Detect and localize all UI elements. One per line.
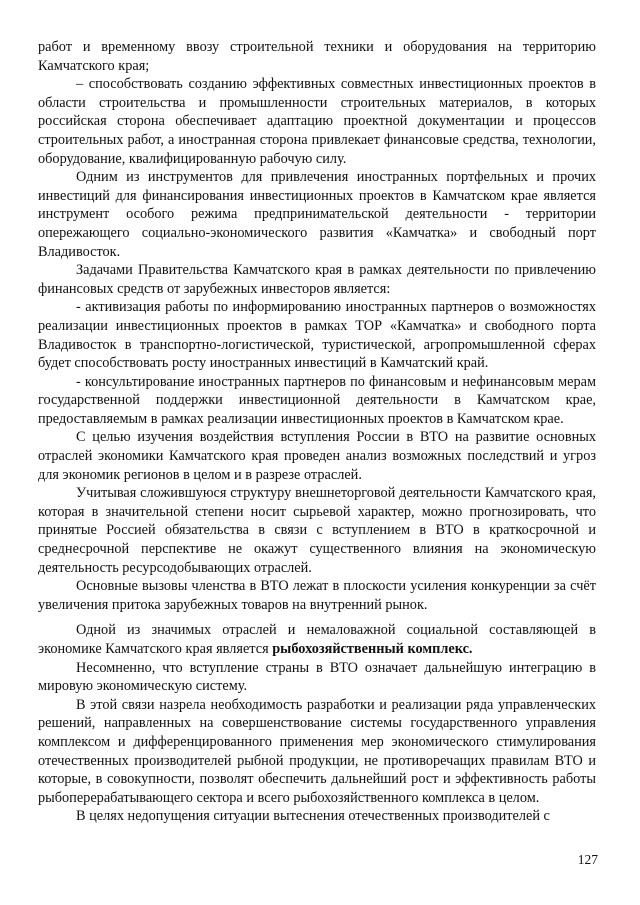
paragraph-1: работ и временному ввозу строительной техники и оборудования на территорию Камчатского края; (38, 39, 596, 74)
paragraph-5: - активизация работы по информированию иностранных партнеров о возможностях реализации инвестиционных проектов в рамках ТОР «Камчатка» и свободного порта Владивосток в транспортно-логистической, туристической, агропромышленной сферах будет способствовать росту иностранных инвестиций в Камчатский край. (38, 299, 596, 372)
paragraph-9: Основные вызовы членства в ВТО лежат в плоскости усиления конкуренции за счёт увеличения притока зарубежных товаров на внутренний рынок. (38, 578, 596, 613)
paragraph-10 (38, 621, 596, 658)
paragraph-3: Одним из инструментов для привлечения иностранных портфельных и прочих инвестиций для финансирования инвестиционных проектов в Камчатском крае является инструмент особого режима предпринимательской деятельности - территории опережающего социально-экономического развития «Камчатка» и свободный порт Владивосток. (38, 169, 596, 260)
paragraph-4: Задачами Правительства Камчатского края в рамках деятельности по привлечению финансовых средств от зарубежных инвесторов является: (38, 262, 596, 297)
paragraph-8: Учитывая сложившуюся структуру внешнеторговой деятельности Камчатского края, которая в значительной степени носит сырьевой характер, можно прогнозировать, что принятые Россией обязательства в связи с вступлением в ВТО в краткосрочной и среднесрочной перспективе не окажут существенного влияния на экономическую деятельность ресурсодобывающих отраслей. (38, 485, 596, 576)
paragraph-12: В этой связи назрела необходимость разработки и реализации ряда управленческих решений, направленных на совершенствование системы государственного управления комплексом и дифференцированного применения мер экономического стимулирования отечественных производителей рыбной продукции, не противоречащих правилам ВТО и которые, в совокупности, позволят обеспечить дальнейший рост и эффективность работы рыбоперерабатывающего сектора и всего рыбохозяйственного комплекса в целом. (38, 696, 596, 806)
page-number: 127 (577, 852, 598, 867)
document-body (38, 38, 596, 826)
paragraph-10-text: Одной из значимых отраслей и немаловажной социальной составляющей в экономике Камчатского края является (38, 622, 596, 657)
paragraph-13: В целях недопущения ситуации вытеснения отечественных производителей с (76, 808, 550, 825)
paragraph-11: Несомненно, что вступление страны в ВТО означает дальнейшую интеграцию в мировую экономическую систему. (38, 659, 596, 695)
paragraph-6: - консультирование иностранных партнеров по финансовым и нефинансовым мерам государственной поддержки инвестиционной деятельности в Камчатском крае, предоставляемым в рамках реализации инвестиционных проектов в Камчатском крае. (38, 373, 596, 427)
paragraph-10-bold: рыбохозяйственный комплекс. (272, 641, 473, 657)
paragraph-7: С целью изучения воздействия вступления России в ВТО на развитие основных отраслей экономики Камчатского края проведен анализ возможных последствий и угроз для экономик регионов в целом и в разрезе отраслей. (38, 429, 596, 483)
paragraph-2: – способствовать созданию эффективных совместных инвестиционных проектов в области строительства и промышленности строительных материалов, в которых российская сторона обеспечивает адаптацию проектной документации и процессов строительных работ, а иностранная сторона привлекает финансовые средства, технологии, оборудование, квалифицированную рабочую силу. (38, 76, 596, 167)
